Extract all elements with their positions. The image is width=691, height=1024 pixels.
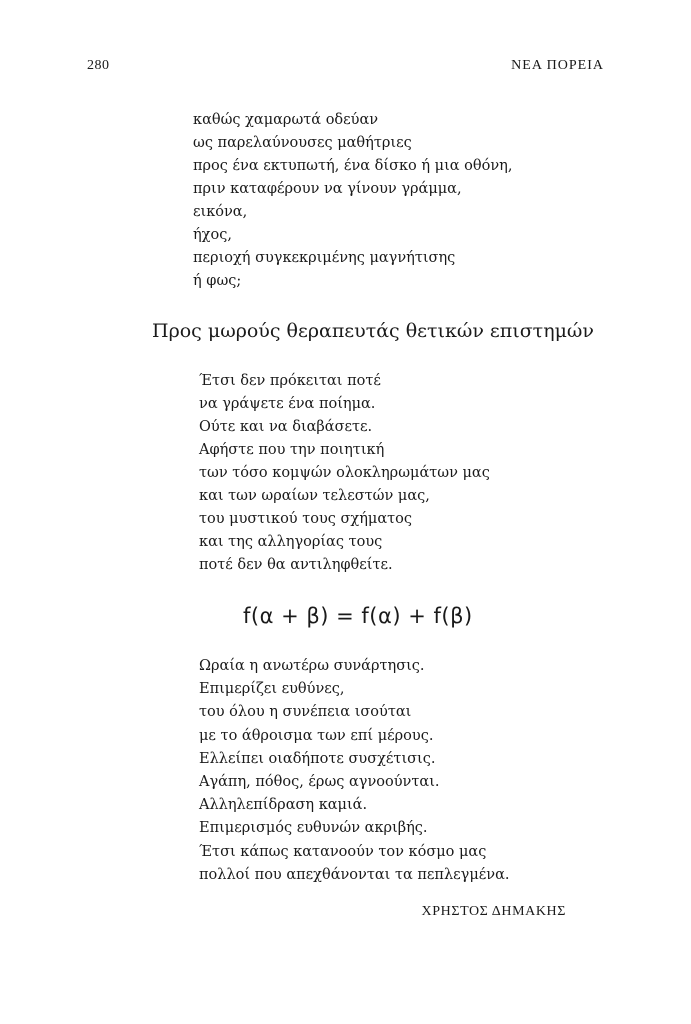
verse-line: Ούτε και να διαβάσετε. (199, 419, 373, 435)
running-header-journal: ΝΕΑ ΠΟΡΕΙΑ (511, 58, 604, 73)
verse-line: Ελλείπει οιαδήποτε συσχέτισις. (199, 750, 436, 767)
verse-line: ποτέ δεν θα αντιληφθείτε. (199, 557, 393, 573)
verse-line: και των ωραίων τελεστών μας, (199, 488, 430, 504)
verse-line: του μυστικού τους σχήματος (199, 511, 412, 527)
verse-line: Επιμερισμός ευθυνών ακριβής. (199, 820, 428, 837)
verse-line: Επιμερίζει ευθύνες, (199, 681, 345, 698)
verse-line: Αφήστε που την ποιητική (199, 442, 385, 458)
page-number: 280 (87, 58, 110, 73)
stanza-first (199, 370, 490, 577)
poem-title: Προς μωρούς θεραπευτάς θετικών επιστημών (152, 320, 594, 342)
verse-line: ως παρελαύνουσες μαθήτριες (193, 135, 412, 151)
stanza-continuation (193, 109, 512, 293)
verse-line: Αγάπη, πόθος, έρως αγνοούνται. (199, 773, 440, 790)
verse-line: προς ένα εκτυπωτή, ένα δίσκο ή μια οθόνη, (193, 158, 513, 174)
verse-line: περιοχή συγκεκριμένης μαγνήτισης (193, 250, 456, 266)
math-equation: f(α + β) = f(α) + f(β) (243, 604, 473, 628)
stanza-second (199, 655, 509, 887)
verse-line: πολλοί που απεχθάνονται τα πεπλεγμένα. (199, 866, 510, 883)
verse-line: πριν καταφέρουν να γίνουν γράμμα, (193, 181, 462, 197)
verse-line: ή φως; (193, 273, 242, 289)
verse-line: εικόνα, (193, 204, 248, 220)
verse-line: Ωραία η ανωτέρω συνάρτησις. (199, 658, 425, 674)
verse-line: και της αλληγορίας τους (199, 534, 383, 550)
verse-line: του όλου η συνέπεια ισούται (199, 704, 412, 721)
verse-line: καθώς χαμαρωτά οδεύαν (193, 112, 379, 128)
verse-line: με το άθροισμα των επί μέρους. (199, 727, 434, 744)
verse-line: Έτσι δεν πρόκειται ποτέ (199, 373, 381, 389)
verse-line: να γράψετε ένα ποίημα. (199, 396, 376, 412)
verse-line: των τόσο κομψών ολοκληρωμάτων μας (199, 465, 490, 481)
verse-line: Αλληλεπίδραση καμιά. (199, 797, 368, 814)
author-name: ΧΡΗΣΤΟΣ ΔΗΜΑΚΗΣ (421, 904, 566, 919)
verse-line: Έτσι κάπως κατανοούν τον κόσμο μας (199, 843, 487, 860)
verse-line: ήχος, (193, 227, 232, 243)
